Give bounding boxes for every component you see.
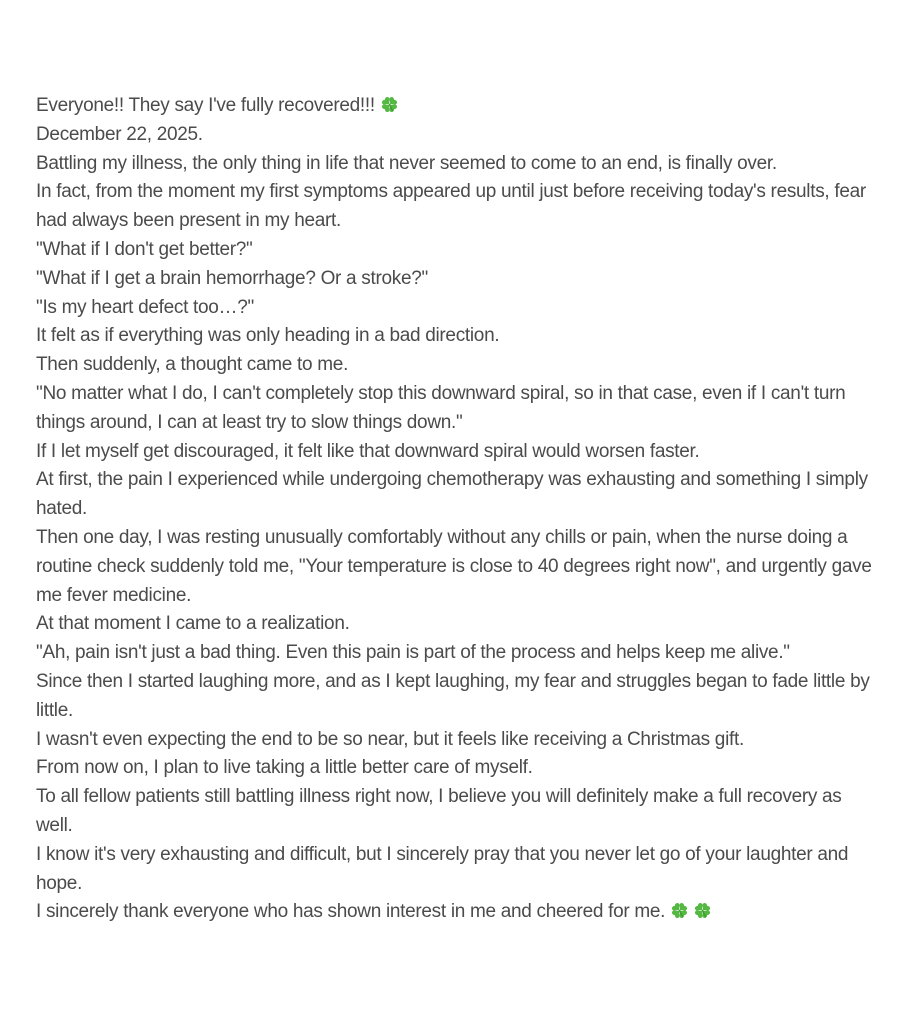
paragraph-text: To all fellow patients still battling illness right now, I believe you will definitely make a full recovery as well. bbox=[36, 786, 842, 836]
post-paragraph bbox=[36, 351, 876, 380]
paragraph-text: Everyone!! They say I've fully recovered!!! bbox=[36, 95, 375, 116]
paragraph-text: Then one day, I was resting unusually comfortably without any chills or pain, when the nurse doing a routine check suddenly told me, "Your temperature is close to 40 degrees right now", and urgently gave me fever medicine. bbox=[36, 526, 872, 606]
paragraph-text: "Is my heart defect too…?" bbox=[36, 296, 254, 318]
post-paragraph bbox=[36, 668, 876, 726]
post-paragraph bbox=[36, 322, 876, 351]
paragraph-text: December 22, 2025. bbox=[36, 123, 203, 145]
post-paragraph bbox=[36, 754, 876, 783]
paragraph-text: "What if I don't get better?" bbox=[36, 238, 253, 260]
post-paragraph bbox=[36, 438, 876, 467]
paragraph-text: "Ah, pain isn't just a bad thing. Even this pain is part of the process and helps keep me alive." bbox=[36, 642, 790, 664]
paragraph-text: If I let myself get discouraged, it felt like that downward spiral would worsen faster. bbox=[36, 440, 700, 462]
paragraph-text: At that moment I came to a realization. bbox=[36, 613, 350, 635]
post-paragraph bbox=[36, 92, 876, 121]
four-leaf-clover-icon bbox=[669, 900, 690, 921]
post-paragraph bbox=[36, 898, 876, 927]
paragraph-text: I sincerely thank everyone who has shown interest in me and cheered for me. bbox=[36, 901, 666, 923]
post-paragraph bbox=[36, 524, 876, 610]
post-paragraph bbox=[36, 841, 876, 899]
paragraph-text: Battling my illness, the only thing in life that never seemed to come to an end, is finally over. bbox=[36, 152, 777, 174]
paragraph-text: In fact, from the moment my first symptoms appeared up until just before receiving today's results, fear had always been present in my heart. bbox=[36, 181, 866, 232]
four-leaf-clover-icon bbox=[692, 900, 713, 921]
post-paragraph bbox=[36, 265, 876, 294]
post-paragraph bbox=[36, 639, 876, 668]
paragraph-text: I wasn't even expecting the end to be so near, but it feels like receiving a Christmas gift. bbox=[36, 728, 744, 750]
post-paragraph bbox=[36, 783, 876, 841]
post-paragraph bbox=[36, 294, 876, 323]
paragraph-text: Since then I started laughing more, and as I kept laughing, my fear and struggles began to fade little by little. bbox=[36, 670, 870, 721]
paragraph-text: It felt as if everything was only heading in a bad direction. bbox=[36, 325, 500, 347]
paragraph-text: Then suddenly, a thought came to me. bbox=[36, 354, 349, 376]
post-paragraph bbox=[36, 150, 876, 179]
four-leaf-clover-icon bbox=[379, 94, 400, 115]
post-paragraph bbox=[36, 610, 876, 639]
post-paragraph bbox=[36, 236, 876, 265]
post-paragraph bbox=[36, 121, 876, 150]
post-paragraph bbox=[36, 726, 876, 755]
paragraph-text: I know it's very exhausting and difficult, but I sincerely pray that you never let go of your laughter and hope. bbox=[36, 843, 849, 894]
paragraph-text: "No matter what I do, I can't completely stop this downward spiral, so in that case, even if I can't turn things around, I can at least try to slow things down." bbox=[36, 382, 846, 433]
post-paragraph bbox=[36, 178, 876, 236]
post-paragraph bbox=[36, 380, 876, 438]
post-paragraph bbox=[36, 466, 876, 524]
paragraph-text: "What if I get a brain hemorrhage? Or a stroke?" bbox=[36, 267, 428, 289]
paragraph-text: At first, the pain I experienced while undergoing chemotherapy was exhausting and something I simply hated. bbox=[36, 469, 868, 520]
post-body bbox=[36, 92, 876, 927]
paragraph-text: From now on, I plan to live taking a little better care of myself. bbox=[36, 757, 533, 779]
